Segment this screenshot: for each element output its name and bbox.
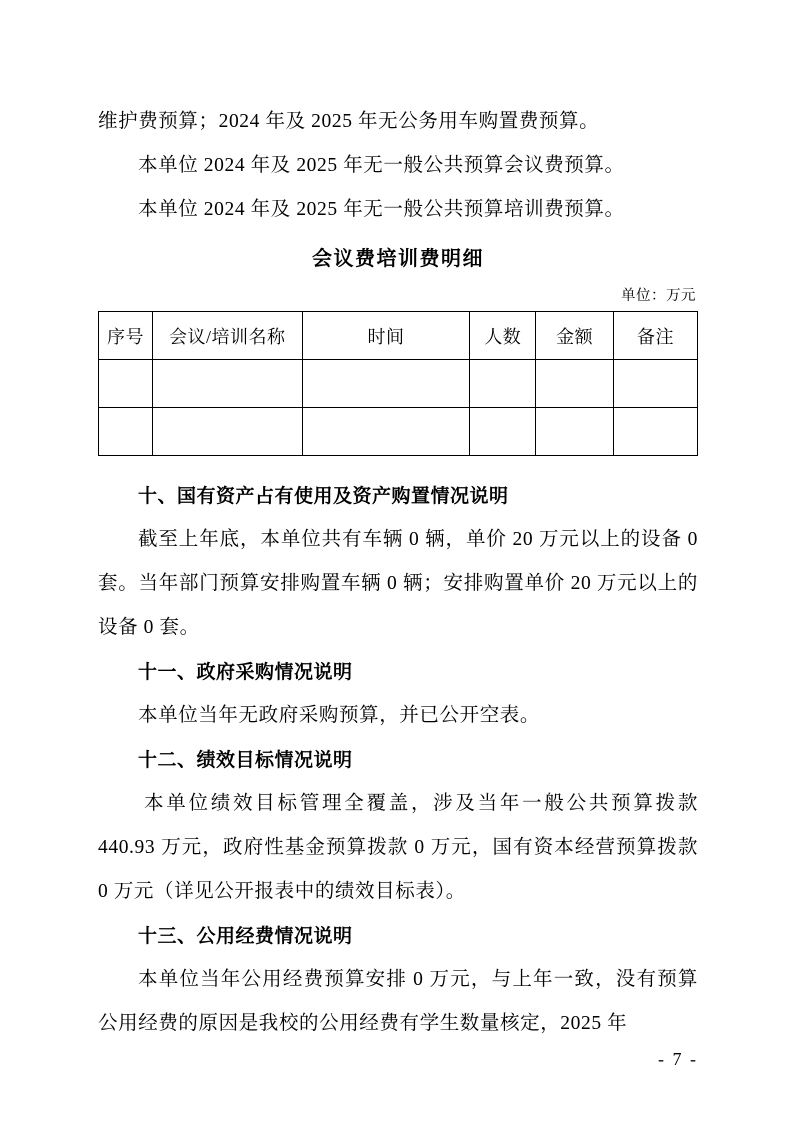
table-cell bbox=[152, 360, 302, 408]
table-cell bbox=[302, 360, 470, 408]
table-cell bbox=[470, 360, 536, 408]
table-header-cell: 备注 bbox=[614, 312, 698, 360]
table-header-cell: 时间 bbox=[302, 312, 470, 360]
table-title: 会议费培训费明细 bbox=[312, 246, 484, 270]
table-cell bbox=[99, 360, 153, 408]
paragraph-training-fee: 本单位 2024 年及 2025 年无一般公共预算培训费预算。 bbox=[138, 199, 625, 220]
table-header-cell: 会议/培训名称 bbox=[152, 312, 302, 360]
section-body-state-assets: 截至上年底，本单位共有车辆 0 辆，单价 20 万元以上的设备 0 套。当年部门预算安排购置车辆 0 辆；安排购置单价 20 万元以上的设备 0 套。 bbox=[98, 529, 698, 638]
table-header-cell: 金额 bbox=[536, 312, 614, 360]
table-header-cell: 人数 bbox=[470, 312, 536, 360]
section-body-performance-goals: 本单位绩效目标管理全覆盖，涉及当年一般公共预算拨款 440.93 万元，政府性基金预算拨款 0 万元，国有资本经营预算拨款 0 万元（详见公开报表中的绩效目标表）。 bbox=[98, 793, 698, 902]
table-cell bbox=[614, 408, 698, 456]
spacer bbox=[98, 456, 698, 474]
section-body-government-procurement: 本单位当年无政府采购预算，并已公开空表。 bbox=[138, 705, 541, 726]
table-row bbox=[99, 408, 698, 456]
table-header-cell: 序号 bbox=[99, 312, 153, 360]
meeting-training-detail-table bbox=[98, 311, 698, 456]
section-heading-performance-goals: 十二、绩效目标情况说明 bbox=[138, 749, 353, 771]
table-cell bbox=[536, 408, 614, 456]
table-cell bbox=[614, 360, 698, 408]
unit-note: 单位：万元 bbox=[621, 288, 696, 304]
paragraph-continuation: 维护费预算；2024 年及 2025 年无公务用车购置费预算。 bbox=[98, 111, 600, 132]
page-number: - 7 - bbox=[658, 1049, 698, 1069]
table-cell bbox=[99, 408, 153, 456]
table-cell bbox=[302, 408, 470, 456]
table-cell bbox=[470, 408, 536, 456]
paragraph-meeting-fee: 本单位 2024 年及 2025 年无一般公共预算会议费预算。 bbox=[138, 155, 625, 176]
table-cell bbox=[152, 408, 302, 456]
section-body-public-expenses: 本单位当年公用经费预算安排 0 万元，与上年一致，没有预算公用经费的原因是我校的公用经费有学生数量核定，2025 年 bbox=[98, 969, 698, 1034]
table-cell bbox=[536, 360, 614, 408]
table-row bbox=[99, 360, 698, 408]
section-heading-government-procurement: 十一、政府采购情况说明 bbox=[138, 661, 353, 683]
section-heading-state-assets: 十、国有资产占有使用及资产购置情况说明 bbox=[138, 485, 509, 507]
section-heading-public-expenses: 十三、公用经费情况说明 bbox=[138, 925, 353, 947]
table-header-row bbox=[99, 312, 698, 360]
